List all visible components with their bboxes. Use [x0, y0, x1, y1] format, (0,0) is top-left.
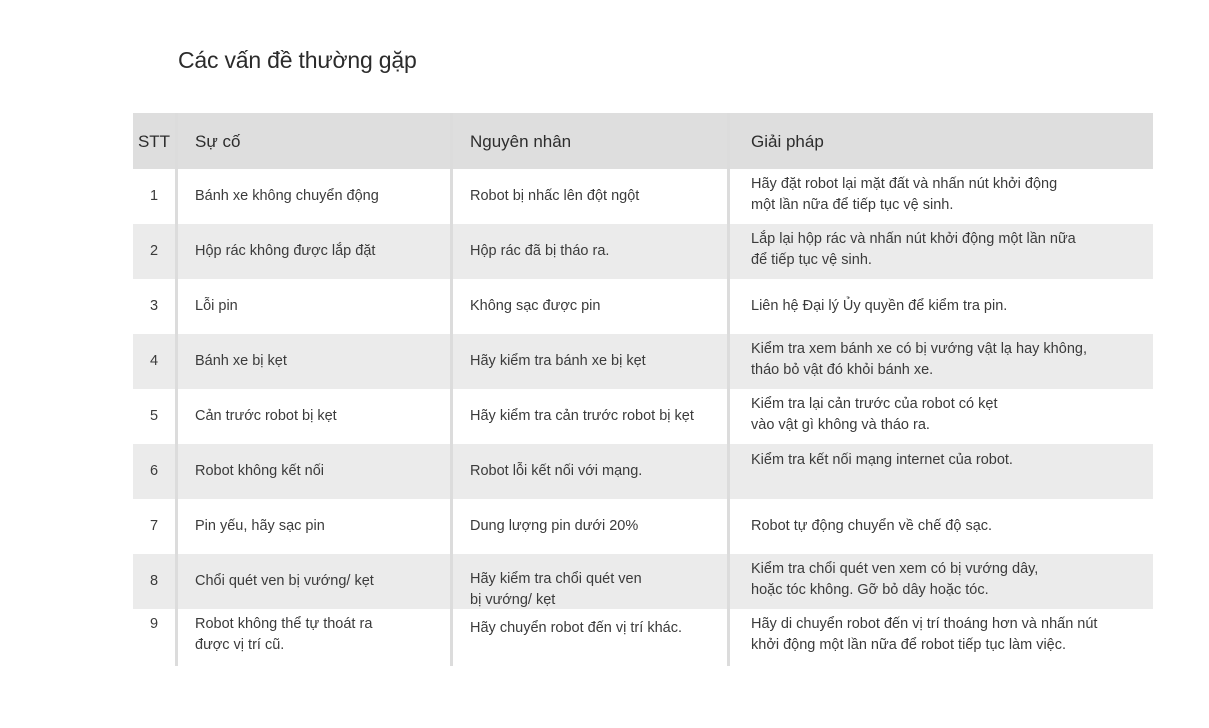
issue-cell [195, 609, 445, 664]
solution-cell-line: Lắp lại hộp rác và nhấn nút khởi động một lần nữa [751, 231, 1076, 247]
cause-cell-line: Dung lượng pin dưới 20% [470, 518, 639, 534]
issue-cell-line: Lỗi pin [195, 298, 238, 314]
cause-cell-line: bị vướng/ kẹt [470, 592, 556, 608]
solution-cell [751, 169, 1151, 224]
solution-cell [751, 609, 1151, 664]
solution-cell [751, 334, 1151, 389]
cause-cell-line: Hãy kiểm tra bánh xe bị kẹt [470, 353, 646, 369]
issue-cell-line: Bánh xe không chuyển động [195, 188, 379, 204]
solution-cell-line: Kiểm tra lại cản trước của robot có kẹt [751, 396, 998, 412]
table-row [133, 334, 1153, 389]
issue-cell [195, 279, 445, 334]
header-cause: Nguyên nhân [470, 131, 572, 151]
solution-cell-line: Robot tự động chuyển về chế độ sạc. [751, 518, 993, 534]
stt-cell: 5 [149, 408, 159, 424]
cause-cell [470, 499, 725, 554]
table-row [133, 279, 1153, 334]
solution-cell-line: vào vật gì không và tháo ra. [751, 417, 930, 433]
issue-cell-line: Chổi quét ven bị vướng/ kẹt [195, 573, 374, 589]
table-row [133, 224, 1153, 279]
issue-cell [195, 389, 445, 444]
solution-cell [751, 554, 1151, 609]
column-divider [450, 113, 453, 666]
table-row [133, 499, 1153, 554]
solution-cell [751, 389, 1151, 444]
table-row [133, 169, 1153, 224]
solution-cell-line: để tiếp tục vệ sinh. [751, 252, 872, 268]
table-body [133, 169, 1153, 664]
solution-cell-line: một lần nữa để tiếp tục vệ sinh. [751, 197, 954, 213]
stt-cell: 9 [149, 616, 159, 632]
issue-cell-line: Bánh xe bị kẹt [195, 353, 287, 369]
issue-cell [195, 224, 445, 279]
table-row [133, 444, 1153, 499]
header-issue: Sự cố [195, 131, 241, 151]
issue-cell [195, 554, 445, 609]
column-divider [175, 113, 178, 666]
header-stt: STT [137, 131, 171, 151]
cause-cell-line: Không sạc được pin [470, 298, 601, 314]
cause-cell-line: Hộp rác đã bị tháo ra. [470, 243, 610, 259]
cause-cell [470, 389, 725, 444]
cause-cell-line: Robot bị nhấc lên đột ngột [470, 188, 640, 204]
table-row [133, 554, 1153, 609]
cause-cell-line: Hãy chuyển robot đến vị trí khác. [470, 620, 682, 636]
cause-cell [470, 444, 725, 499]
cause-cell [470, 169, 725, 224]
solution-cell-line: Hãy đặt robot lại mặt đất và nhấn nút khởi động [751, 176, 1058, 192]
stt-cell: 8 [149, 573, 159, 589]
cause-cell [470, 279, 725, 334]
issue-cell-line: Cản trước robot bị kẹt [195, 408, 337, 424]
issue-cell [195, 499, 445, 554]
issue-cell-line: Pin yếu, hãy sạc pin [195, 518, 325, 534]
stt-cell: 3 [149, 298, 159, 314]
solution-cell-line: tháo bỏ vật đó khỏi bánh xe. [751, 362, 934, 378]
solution-cell [751, 444, 1151, 499]
stt-cell: 2 [149, 243, 159, 259]
solution-cell-line: Kiểm tra kết nối mạng internet của robot. [751, 452, 1013, 468]
issue-cell [195, 444, 445, 499]
stt-cell: 6 [149, 463, 159, 479]
cause-cell-line: Robot lỗi kết nối với mạng. [470, 463, 643, 479]
cause-cell [470, 609, 725, 664]
stt-cell: 1 [149, 188, 159, 204]
header-solution: Giải pháp [751, 131, 824, 151]
cause-cell [470, 334, 725, 389]
cause-cell-line: Hãy kiểm tra chổi quét ven [470, 571, 642, 587]
solution-cell-line: khởi động một lần nữa để robot tiếp tục làm việc. [751, 637, 1067, 653]
stt-cell: 4 [149, 353, 159, 369]
issue-cell [195, 334, 445, 389]
table-row [133, 609, 1153, 664]
table-row [133, 389, 1153, 444]
cause-cell [470, 554, 725, 609]
issue-cell-line: được vị trí cũ. [195, 637, 285, 653]
solution-cell-line: Hãy di chuyển robot đến vị trí thoáng hơn và nhấn nút [751, 616, 1098, 632]
solution-cell-line: Kiểm tra chổi quét ven xem có bị vướng dây, [751, 561, 1039, 577]
issue-cell-line: Robot không thể tự thoát ra [195, 616, 373, 632]
solution-cell-line: Liên hệ Đại lý Ủy quyền để kiểm tra pin. [751, 298, 1008, 314]
troubleshooting-table [133, 113, 1153, 664]
solution-cell [751, 499, 1151, 554]
solution-cell-line: hoặc tóc không. Gỡ bỏ dây hoặc tóc. [751, 582, 989, 598]
page-title: Các vấn đề thường gặp [178, 47, 417, 73]
issue-cell-line: Robot không kết nối [195, 463, 324, 479]
cause-cell [470, 224, 725, 279]
solution-cell-line: Kiểm tra xem bánh xe có bị vướng vật lạ hay không, [751, 341, 1087, 357]
cause-cell-line: Hãy kiểm tra cản trước robot bị kẹt [470, 408, 694, 424]
solution-cell [751, 279, 1151, 334]
issue-cell-line: Hộp rác không được lắp đặt [195, 243, 376, 259]
solution-cell [751, 224, 1151, 279]
table-header [133, 113, 1153, 169]
issue-cell [195, 169, 445, 224]
column-divider [727, 113, 730, 666]
stt-cell: 7 [149, 518, 159, 534]
